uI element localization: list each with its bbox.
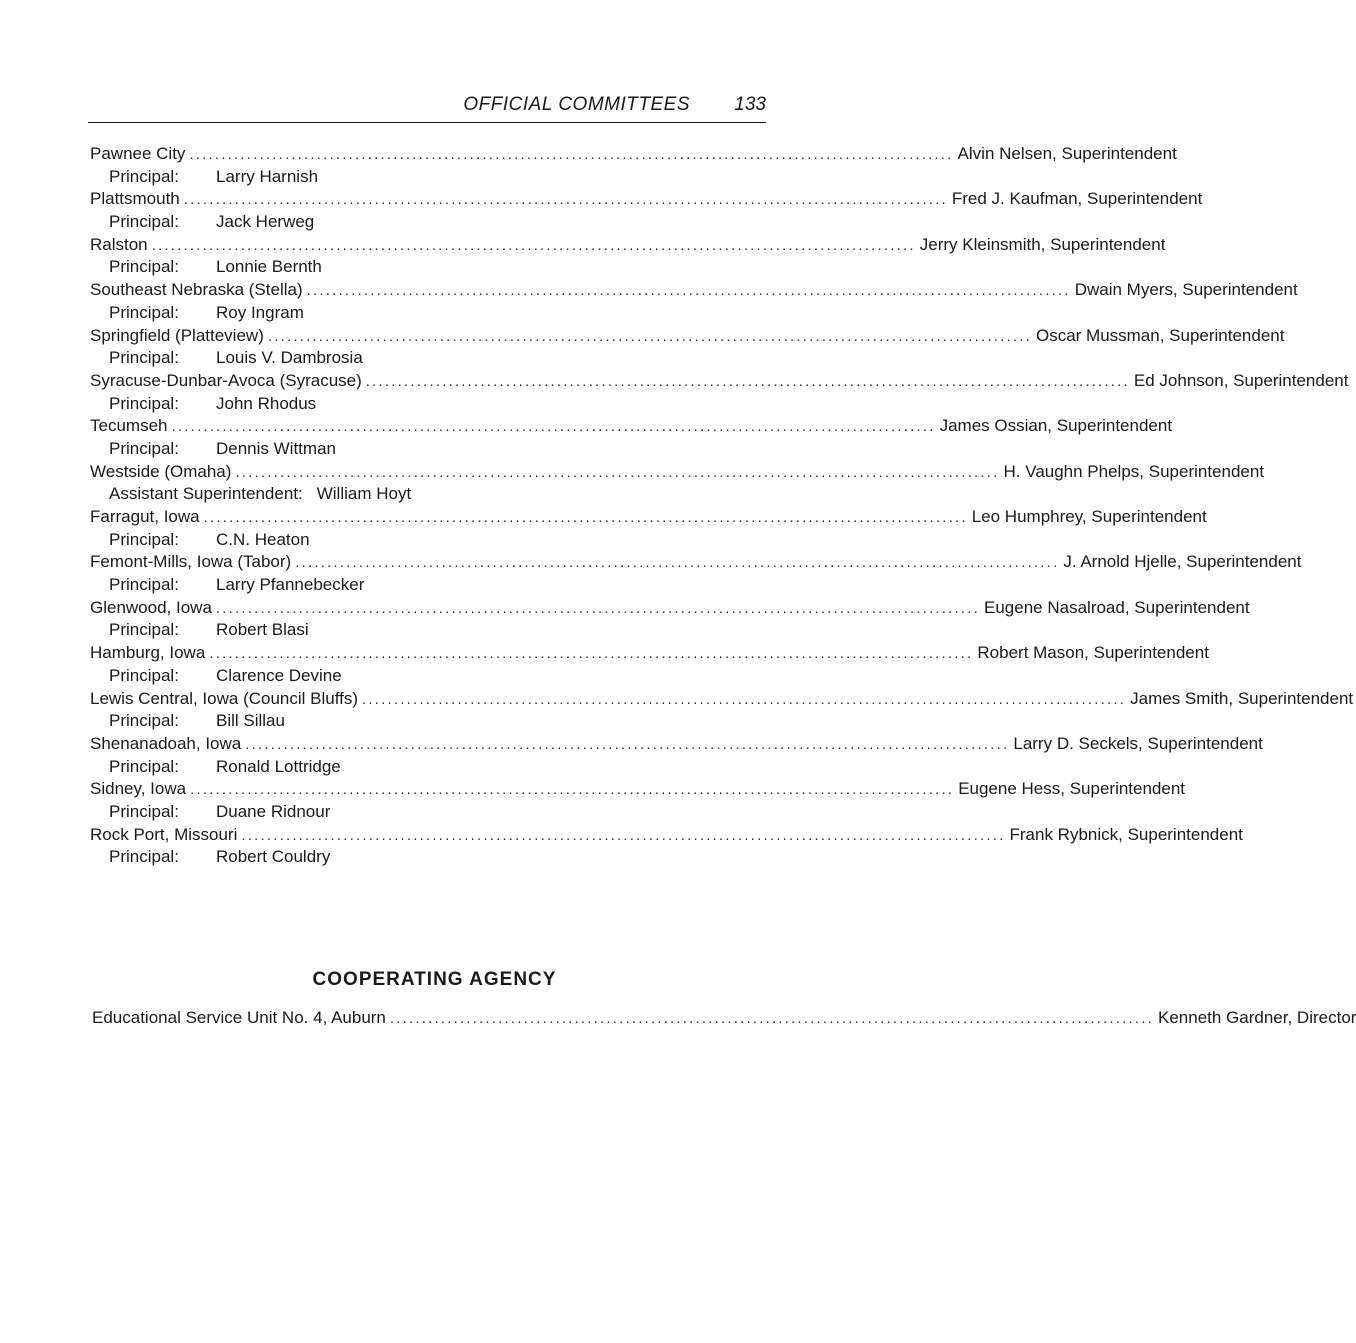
district-name: Southeast Nebraska (Stella) [90,280,303,300]
sub-officer-line [90,846,768,869]
district-name: Plattsmouth [90,189,180,209]
district-name: Glenwood, Iowa [90,597,212,617]
agency-holder: Kenneth Gardner, Director [1158,1008,1356,1027]
district-entry [90,733,1263,778]
superintendent-name: Ed Johnson, Superintendent [1133,370,1349,390]
district-entry [90,778,1186,823]
sub-officer-role: Principal: [109,756,179,776]
sub-officer-role: Principal: [109,212,179,232]
dot-leader: ........................................................................................................................ [215,599,981,617]
district-line [90,325,1285,348]
sub-officer-role: Principal: [109,302,179,322]
district-name: Ralston [90,234,148,254]
sub-officer-line [90,166,768,189]
district-entry [90,506,1207,551]
sub-officer-name: William Hoyt [316,484,412,504]
superintendent-name: Oscar Mussman, Superintendent [1035,325,1285,345]
sub-officer-role: Principal: [109,438,179,458]
sub-officer-line [90,619,768,642]
district-line [90,597,1250,620]
district-name: Tecumseh [90,416,168,436]
sub-officer-role: Principal: [109,711,179,731]
dot-leader: ........................................................................................................................ [241,826,1006,844]
sub-officer-role: Principal: [109,847,179,867]
dot-leader: ........................................................................................................................ [362,690,1127,708]
district-line [90,824,1243,847]
superintendent-name: James Ossian, Superintendent [939,416,1173,436]
sub-officer-line [90,302,768,325]
district-line [90,279,1298,302]
dot-leader: ........................................................................................................................ [203,509,968,526]
district-entry [90,688,1354,733]
sub-officer-name: Duane Ridnour [216,801,331,821]
district-entry [90,415,1173,460]
dot-leader: ........................................................................................................................ [171,418,936,436]
sub-officer-name: Robert Couldry [216,847,331,867]
sub-officer-role: Principal: [109,801,179,821]
sub-officer-line [90,438,768,461]
sub-officer-name: Robert Blasi [216,620,309,640]
page-header [88,92,766,123]
sub-officer-line [90,529,768,552]
superintendent-name: Fred J. Kaufman, Superintendent [951,189,1203,209]
superintendent-name: Larry D. Seckels, Superintendent [1013,733,1263,753]
sub-officer-line [90,574,768,597]
superintendent-name: H. Vaughn Phelps, Superintendent [1003,461,1265,481]
sub-officer-role: Principal: [109,529,179,549]
district-name: Shenanadoah, Iowa [90,733,242,753]
district-entry [90,234,1166,279]
district-name: Farragut, Iowa [90,507,200,526]
sub-officer-name: C.N. Heaton [216,529,310,549]
district-line [90,778,1186,801]
sub-officer-role: Principal: [109,393,179,413]
sub-officer-name: John Rhodus [216,393,317,413]
sub-officer-line [90,256,768,279]
superintendent-name: Alvin Nelsen, Superintendent [957,144,1177,163]
sub-officer-name: Lonnie Bernth [216,257,322,277]
sub-officer-role: Principal: [109,257,179,277]
sub-officer-name: Bill Sillau [216,711,285,731]
sub-officer-name: Larry Pfannebecker [216,575,365,595]
sub-officer-name: Ronald Lottridge [216,756,341,776]
superintendent-name: J. Arnold Hjelle, Superintendent [1063,552,1302,572]
sub-officer-line [90,710,768,733]
sub-officer-line [90,211,768,234]
superintendent-name: Robert Mason, Superintendent [977,643,1209,663]
superintendent-name: Eugene Hess, Superintendent [958,779,1186,799]
district-name: Sidney, Iowa [90,779,187,799]
dot-leader: ........................................................................................................................ [190,781,955,799]
district-entry [90,597,1250,642]
dot-leader: ........................................................................................................................ [189,146,954,163]
district-entry [90,461,1265,506]
district-entry [90,370,1349,415]
running-title: OFFICIAL COMMITTEES [463,94,690,115]
district-line [90,506,1207,529]
district-line [90,688,1354,711]
sub-officer-role: Principal: [109,575,179,595]
district-line [90,370,1349,393]
district-entry [90,824,1243,869]
sub-officer-line [90,393,768,416]
section-title: COOPERATING AGENCY [312,969,557,990]
sub-officer-line [90,347,768,370]
district-name: Pawnee City [90,144,186,163]
district-list [90,143,1354,869]
superintendent-name: James Smith, Superintendent [1130,688,1354,708]
district-line [90,188,1203,211]
district-line [90,551,1302,574]
sub-officer-name: Louis V. Dambrosia [216,348,363,368]
dot-leader: ........................................................................................................................ [235,463,1000,481]
sub-officer-name: Larry Harnish [216,166,319,186]
dot-leader: ........................................................................................................................ [245,735,1010,753]
district-name: Femont-Mills, Iowa (Tabor) [90,552,292,572]
district-line [90,415,1173,438]
sub-officer-line [90,483,768,506]
cooperating-agency [92,1007,1356,1030]
district-line [90,143,1177,166]
sub-officer-role: Assistant Superintendent: [109,484,303,504]
district-entry [90,642,1209,687]
sub-officer-name: Roy Ingram [216,302,304,322]
district-name: Hamburg, Iowa [90,643,206,663]
dot-leader: ........................................................................................................................ [295,554,1060,572]
district-entry [90,188,1203,233]
sub-officer-line [90,756,768,779]
dot-leader: ........................................................................................................................ [306,282,1071,300]
sub-officer-role: Principal: [109,665,179,685]
district-line [90,642,1209,665]
dot-leader: ........................................................................................................................ [267,327,1032,345]
district-line [90,733,1263,756]
district-line [90,461,1265,484]
superintendent-name: Leo Humphrey, Superintendent [971,507,1207,526]
sub-officer-name: Dennis Wittman [216,438,336,458]
district-line [90,234,1166,257]
superintendent-name: Frank Rybnick, Superintendent [1009,824,1243,844]
sub-officer-line [90,801,768,824]
sub-officer-role: Principal: [109,620,179,640]
dot-leader: ........................................................................................................................ [151,236,916,254]
agency-line [92,1007,1356,1030]
district-name: Rock Port, Missouri [90,824,238,844]
sub-officer-name: Clarence Devine [216,665,342,685]
dot-leader: ........................................................................................................................ [389,1010,1154,1027]
district-name: Springfield (Platteview) [90,325,264,345]
dot-leader: ........................................................................................................................ [209,645,974,663]
superintendent-name: Jerry Kleinsmith, Superintendent [919,234,1166,254]
dot-leader: ........................................................................................................................ [365,372,1130,390]
superintendent-name: Eugene Nasalroad, Superintendent [984,597,1250,617]
district-entry [90,143,1177,188]
superintendent-name: Dwain Myers, Superintendent [1074,280,1298,300]
sub-officer-role: Principal: [109,348,179,368]
dot-leader: ........................................................................................................................ [183,191,948,209]
page-number: 133 [734,94,766,115]
agency-name: Educational Service Unit No. 4, Auburn [92,1008,386,1027]
sub-officer-name: Jack Herweg [216,212,315,232]
district-entry [90,279,1298,324]
sub-officer-role: Principal: [109,166,179,186]
sub-officer-line [90,665,768,688]
district-name: Syracuse-Dunbar-Avoca (Syracuse) [90,370,362,390]
district-name: Lewis Central, Iowa (Council Bluffs) [90,688,359,708]
district-name: Westside (Omaha) [90,461,232,481]
district-entry [90,551,1302,596]
district-entry [90,325,1285,370]
